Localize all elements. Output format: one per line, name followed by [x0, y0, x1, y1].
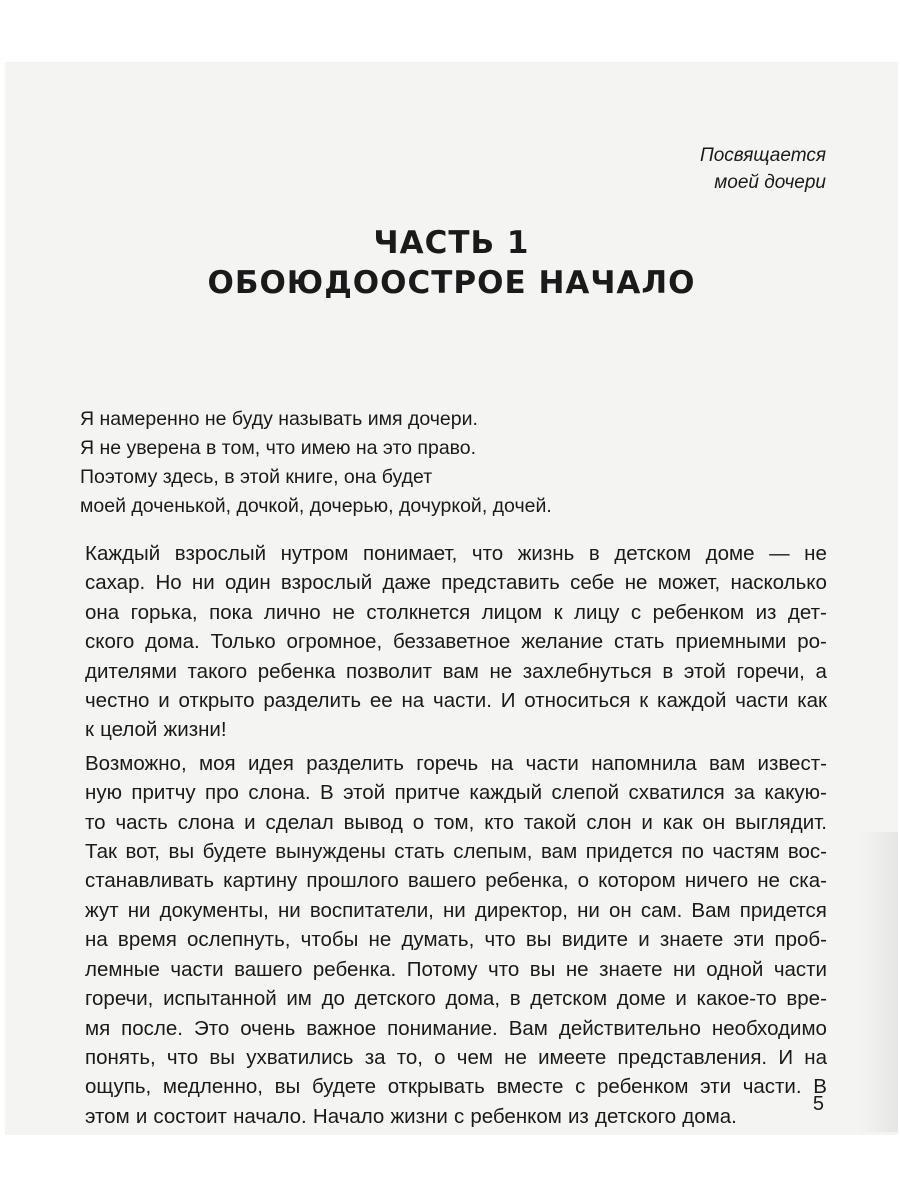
word: до — [321, 987, 345, 1011]
word: моя — [199, 751, 236, 775]
word: с — [630, 600, 642, 624]
word: представления. — [617, 1045, 768, 1069]
word: как — [797, 689, 827, 713]
word: вы — [525, 928, 552, 952]
page-edge-shadow — [858, 832, 898, 1132]
word: и — [158, 689, 170, 713]
dedication-line: Посвящается — [699, 145, 826, 166]
word: дома. — [145, 630, 200, 654]
word: будете — [311, 1075, 377, 1099]
word: — — [769, 542, 790, 565]
word: жизни! — [163, 718, 227, 742]
word: дет- — [787, 600, 827, 624]
word: ребенка — [257, 659, 336, 683]
body-text — [85, 539, 827, 1131]
word: придется — [585, 840, 673, 864]
word: части — [735, 689, 789, 713]
word: выглядит. — [735, 810, 827, 834]
word: к — [639, 689, 649, 713]
text-line — [85, 1014, 827, 1043]
word: понимает, — [363, 542, 458, 565]
word: не — [332, 600, 355, 624]
word: то, — [396, 1045, 423, 1069]
word: детского — [354, 987, 436, 1011]
text-line — [85, 1072, 827, 1101]
word: на — [401, 689, 425, 713]
word: в — [588, 542, 600, 565]
word: Начало — [312, 1104, 385, 1128]
word: ни — [127, 898, 151, 922]
word: этой — [683, 659, 726, 683]
word: вы — [209, 1045, 235, 1069]
word: ска- — [789, 869, 827, 893]
word: вам — [709, 751, 746, 775]
word: на — [85, 928, 108, 952]
word: нутром — [280, 542, 349, 565]
word: о — [434, 1045, 446, 1069]
word: насколько — [730, 571, 827, 595]
word: горечи, — [85, 987, 154, 1011]
word: один — [224, 571, 271, 595]
text-line — [85, 715, 827, 744]
word: вот, — [125, 840, 160, 864]
text-line — [85, 808, 827, 837]
word: В — [320, 781, 334, 805]
word: столкнется — [366, 600, 471, 624]
word: частям — [712, 840, 780, 864]
word: состоит — [153, 1104, 227, 1128]
word: ребенком — [597, 1075, 689, 1099]
text-line — [85, 866, 827, 895]
word: мя — [85, 1016, 111, 1040]
word: придется — [739, 898, 827, 922]
word: дома, — [445, 987, 501, 1011]
word: части. — [742, 1075, 802, 1099]
word: вы — [529, 957, 556, 981]
word: она — [85, 600, 120, 624]
word: медленно, — [162, 1075, 263, 1099]
word: из — [755, 600, 777, 624]
word: начало. — [233, 1104, 307, 1128]
word: ни — [277, 898, 301, 922]
word: Так — [85, 840, 117, 864]
word: лицу — [574, 600, 620, 624]
word: не — [757, 869, 780, 893]
dedication — [700, 142, 826, 196]
word: ребенком — [652, 600, 745, 624]
word: пока — [209, 600, 253, 624]
word: лично — [263, 600, 321, 624]
text-line — [85, 568, 827, 597]
text-line — [85, 896, 827, 925]
word: напомнила — [591, 751, 697, 775]
word: стать — [394, 840, 445, 864]
word: даже — [382, 571, 431, 595]
word: какое-то — [696, 987, 777, 1011]
word: В — [813, 1075, 827, 1099]
word: и — [638, 928, 650, 952]
word: Только — [210, 630, 276, 654]
word: будете — [202, 840, 267, 864]
word: позволит — [345, 659, 433, 683]
word: извест- — [757, 751, 827, 775]
word: идея — [247, 751, 294, 775]
word: ни — [442, 898, 466, 922]
word: он — [702, 810, 726, 834]
word: взрослый — [174, 542, 267, 565]
word: дома. — [682, 1104, 737, 1128]
word: за — [734, 781, 755, 805]
word: ни — [672, 957, 696, 981]
word: а — [815, 659, 827, 683]
word: что — [484, 928, 516, 952]
word: чтобы — [300, 928, 359, 952]
word: и — [675, 987, 687, 1011]
word: ничего — [684, 869, 749, 893]
word: что — [471, 542, 504, 565]
word: к — [553, 600, 563, 624]
text-line — [85, 539, 827, 568]
word: относиться — [524, 689, 631, 713]
word: документы, — [159, 898, 269, 922]
word: вам — [442, 659, 479, 683]
word: одной — [706, 957, 764, 981]
word: после. — [121, 1016, 183, 1040]
word: горька, — [130, 600, 198, 624]
word: части. — [433, 689, 492, 713]
word: проб- — [774, 928, 827, 952]
word: И — [778, 1045, 794, 1069]
word: ребенком — [470, 1104, 562, 1128]
word: себе — [570, 571, 615, 595]
word: доме — [616, 987, 666, 1011]
word: о — [412, 810, 425, 834]
word: с — [453, 1104, 465, 1128]
epigraph — [80, 405, 552, 521]
word: вашего — [234, 957, 303, 981]
text-line — [85, 657, 827, 686]
word: на — [804, 1045, 827, 1069]
word: горечь — [416, 751, 479, 775]
word: ную — [85, 781, 122, 805]
word: время — [117, 928, 177, 952]
word: директор, — [474, 898, 568, 922]
word: вы — [168, 840, 195, 864]
word: доме — [705, 542, 755, 565]
word: знаете — [599, 957, 663, 981]
word: части — [525, 751, 579, 775]
word: сам. — [640, 898, 683, 922]
word: думать, — [401, 928, 475, 952]
epigraph-line: моей доченькой, дочкой, дочерью, дочуркой, дочей. — [80, 495, 552, 517]
word: не — [504, 1045, 527, 1069]
page-number: 5 — [812, 1093, 824, 1115]
word: части — [170, 957, 224, 981]
word: детского — [594, 1104, 677, 1128]
text-line — [85, 598, 827, 627]
word: ни — [577, 898, 600, 922]
part-number-heading: ЧАСТЬ 1 — [373, 225, 530, 261]
epigraph-line: Я намеренно не буду называть имя дочери. — [80, 408, 478, 430]
word: эти — [700, 1075, 732, 1099]
word: Каждый — [85, 542, 161, 565]
word: воспитатели, — [309, 898, 434, 922]
word: ослепнуть, — [187, 928, 291, 952]
word: прошлого — [306, 869, 399, 893]
epigraph-line: Поэтому здесь, в этой книге, она будет — [80, 466, 433, 488]
word: что — [166, 1045, 199, 1069]
word: знаете — [659, 928, 724, 952]
epigraph-line: Я не уверена в том, что имею на это право. — [80, 437, 477, 459]
text-line — [85, 778, 827, 807]
word: притчу — [131, 781, 196, 805]
word: по — [681, 840, 704, 864]
text-line — [85, 686, 827, 715]
word: про — [205, 781, 239, 805]
word: не — [489, 659, 513, 683]
word: представить — [441, 571, 560, 595]
word: кто — [484, 810, 514, 834]
word: понимание. — [387, 1016, 498, 1040]
word: не — [804, 542, 827, 565]
word: детском — [614, 542, 692, 565]
word: вынуждены — [275, 840, 386, 864]
word: и — [641, 810, 653, 834]
word: лицом — [481, 600, 543, 624]
word: взрослый — [280, 571, 373, 595]
word: ее — [369, 689, 393, 713]
word: приемными — [675, 630, 787, 654]
word: понять, — [85, 1045, 156, 1069]
word: ро- — [797, 630, 827, 654]
word: такой — [523, 810, 577, 834]
word: не — [368, 928, 392, 952]
word: честно — [85, 689, 150, 713]
word: вашего — [407, 869, 477, 893]
word: может, — [657, 571, 721, 595]
word: каждой — [657, 689, 727, 713]
word: действительно — [558, 1016, 701, 1040]
word: лемные — [85, 957, 160, 981]
word: целой — [100, 718, 158, 742]
word: Потому — [406, 957, 478, 981]
word: из — [567, 1104, 589, 1128]
word: огромное, — [286, 630, 383, 654]
book-page — [5, 62, 898, 1135]
word: детском — [530, 987, 608, 1011]
word: горечи, — [736, 659, 805, 683]
word: слона. — [248, 781, 311, 805]
word: что — [488, 957, 520, 981]
word: жут — [85, 898, 119, 922]
text-line — [85, 627, 827, 656]
word: беззаветное — [393, 630, 511, 654]
word: к — [85, 718, 94, 742]
word: вам — [541, 840, 578, 864]
word: разделить — [263, 689, 362, 713]
word: слепой — [551, 781, 620, 805]
word: как — [662, 810, 693, 834]
word: не — [624, 571, 648, 595]
word: этой — [343, 781, 386, 805]
word: ни — [191, 571, 215, 595]
word: чем — [456, 1045, 493, 1069]
word: сахар. — [85, 571, 146, 595]
word: притче — [394, 781, 460, 805]
word: часть — [115, 810, 168, 834]
word: жизни — [390, 1104, 448, 1128]
word: слона — [177, 810, 235, 834]
word: открыто — [178, 689, 255, 713]
word: ребенка, — [485, 869, 569, 893]
word: ощупь, — [85, 1075, 152, 1099]
word: захлебнуться — [522, 659, 652, 683]
word: вместе — [496, 1075, 564, 1099]
word: с — [575, 1075, 586, 1099]
word: том, — [434, 810, 475, 834]
paragraph-1 — [85, 539, 827, 745]
word: в — [509, 987, 521, 1011]
text-line — [85, 1043, 827, 1072]
word: этом — [85, 1104, 130, 1128]
part-title-heading: ОБОЮДООСТРОЕ НАЧАЛО — [207, 265, 696, 301]
word: необходимо — [711, 1016, 827, 1040]
word: сделал — [265, 810, 334, 834]
word: станавливать — [85, 869, 215, 893]
word: испытанной — [163, 987, 277, 1011]
word: за — [364, 1045, 386, 1069]
dedication-line: моей дочери — [714, 172, 826, 193]
word: части — [773, 957, 827, 981]
word: дителями — [85, 659, 177, 683]
word: ухватились — [246, 1045, 354, 1069]
word: жизнь — [517, 542, 575, 565]
text-line — [85, 1102, 827, 1131]
word: на — [490, 751, 514, 775]
paragraph-2 — [85, 749, 827, 1131]
word: не — [565, 957, 589, 981]
text-line — [85, 749, 827, 778]
word: картину — [223, 869, 298, 893]
word: и — [135, 1104, 148, 1128]
text-line — [85, 837, 827, 866]
word: вы — [274, 1075, 301, 1099]
word: открывать — [387, 1075, 485, 1099]
word: слон — [586, 810, 632, 834]
word: вос- — [787, 840, 827, 864]
word: видите — [561, 928, 629, 952]
word: слепым, — [453, 840, 533, 864]
word: желание — [521, 630, 604, 654]
word: о — [577, 869, 590, 893]
word: ского — [85, 630, 135, 654]
text-line — [85, 925, 827, 954]
word: И — [500, 689, 516, 713]
word: схватился — [628, 781, 725, 805]
word: имеете — [538, 1045, 607, 1069]
word: он — [608, 898, 632, 922]
word: важное — [306, 1016, 377, 1040]
word: им — [286, 987, 312, 1011]
word: Вам — [508, 1016, 548, 1040]
word: Но — [155, 571, 182, 595]
text-line — [85, 984, 827, 1013]
word: каждый — [469, 781, 543, 805]
word: вывод — [343, 810, 403, 834]
word: какую- — [764, 781, 827, 805]
word: разделить — [306, 751, 404, 775]
word: такого — [187, 659, 248, 683]
word: ребенка. — [312, 957, 397, 981]
word: стать — [614, 630, 665, 654]
word: котором — [598, 869, 676, 893]
word: Вам — [691, 898, 731, 922]
text-line — [85, 955, 827, 984]
word: Это — [193, 1016, 230, 1040]
word: очень — [240, 1016, 296, 1040]
word: в — [662, 659, 674, 683]
word: Возможно, — [85, 751, 187, 775]
word: вре- — [786, 987, 827, 1011]
word: и — [244, 810, 256, 834]
word: эти — [733, 928, 765, 952]
word: то — [85, 810, 106, 834]
